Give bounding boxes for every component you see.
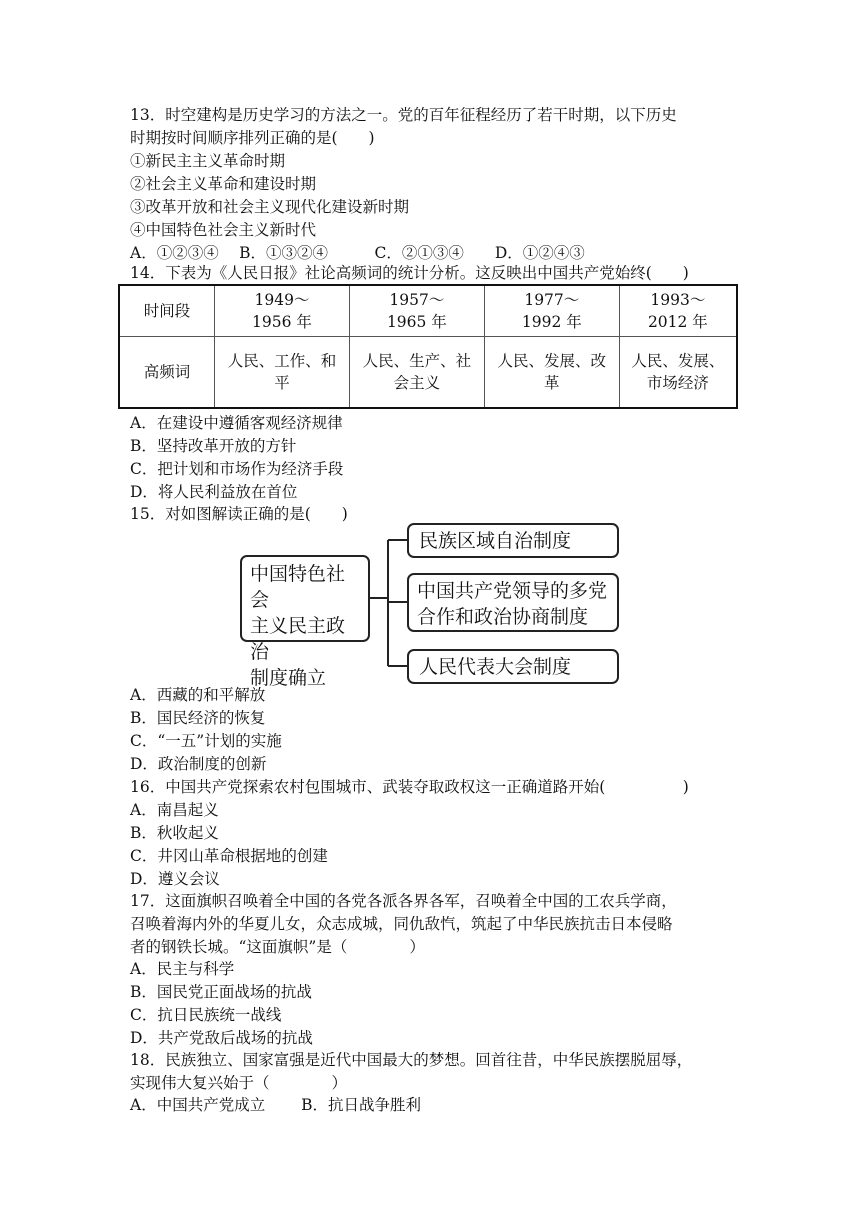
q18-stem-line2: 实现伟大复兴始于（ ） — [130, 1074, 348, 1092]
q18-stem-line1: 18．民族独立、国家富强是近代中国最大的梦想。回首往昔，中华民族摆脱屈辱， — [130, 1051, 693, 1069]
q15-diagram-main-box: 中国特色社会 主义民主政治 制度确立 — [240, 555, 370, 642]
q13-item-2: ②社会主义革命和建设时期 — [130, 175, 317, 193]
q16-option-c: C．井冈山革命根据地的创建 — [130, 847, 328, 865]
q13-stem-line1: 13．时空建构是历史学习的方法之一。党的百年征程经历了若干时期，以下历史 — [130, 106, 677, 124]
q14-table — [118, 284, 738, 409]
q14-option-a: A．在建设中遵循客观经济规律 — [130, 414, 343, 432]
q18-options: A．中国共产党成立 B．抗日战争胜利 — [130, 1096, 422, 1114]
q15-option-b: B．国民经济的恢复 — [130, 709, 266, 727]
table-cell: 人民、工作、和 平 — [215, 337, 350, 409]
table-row — [119, 337, 737, 409]
q17-stem-line1: 17．这面旗帜召唤着全中国的各党各派各界各军，召唤着全中国的工农兵学商， — [130, 892, 677, 910]
q14-stem: 14．下表为《人民日报》社论高频词的统计分析。这反映出中国共产党始终( ) — [130, 264, 689, 282]
q17-stem-line3: 者的钢铁长城。“这面旗帜”是（ ） — [130, 938, 425, 956]
q15-diagram-branch-a: 民族区域自治制度 — [407, 523, 619, 558]
q13-options: A．①②③④ B．①③②④ C．②①③④ D．①②④③ — [130, 244, 585, 262]
table-cell: 1993～ 2012 年 — [619, 285, 737, 337]
q17-option-d: D．共产党敌后战场的抗战 — [130, 1029, 313, 1047]
q16-option-d: D．遵义会议 — [130, 870, 220, 888]
q15-option-a: A．西藏的和平解放 — [130, 686, 266, 704]
q16-option-b: B．秋收起义 — [130, 824, 219, 842]
table-cell: 人民、发展、 市场经济 — [619, 337, 737, 409]
q13-item-1: ①新民主主义革命时期 — [130, 152, 286, 170]
table-cell: 1957～ 1965 年 — [349, 285, 484, 337]
table-header-words: 高频词 — [119, 337, 215, 409]
q15-diagram-branch-c: 人民代表大会制度 — [407, 649, 619, 684]
q16-option-a: A．南昌起义 — [130, 801, 219, 819]
table-cell: 人民、生产、社 会主义 — [349, 337, 484, 409]
q15-stem: 15．对如图解读正确的是( ) — [130, 505, 348, 523]
q16-stem: 16．中国共产党探索农村包围城市、武装夺取政权这一正确道路开始( ) — [130, 778, 689, 796]
q13-stem-line2: 时期按时间顺序排列正确的是( ) — [130, 129, 375, 147]
q15-diagram-branch-b: 中国共产党领导的多党 合作和政治协商制度 — [407, 573, 619, 632]
q13-item-3: ③改革开放和社会主义现代化建设新时期 — [130, 198, 410, 216]
table-cell: 1977～ 1992 年 — [484, 285, 619, 337]
table-row — [119, 285, 737, 337]
q17-option-b: B．国民党正面战场的抗战 — [130, 983, 312, 1001]
table-header-period: 时间段 — [119, 285, 215, 337]
q17-option-c: C．抗日民族统一战线 — [130, 1006, 282, 1024]
q15-option-d: D．政治制度的创新 — [130, 755, 267, 773]
q17-option-a: A．民主与科学 — [130, 960, 235, 978]
q15-option-c: C．“一五”计划的实施 — [130, 732, 282, 750]
q17-stem-line2: 召唤着海内外的华夏儿女，众志成城，同仇敌忾，筑起了中华民族抗击日本侵略 — [130, 915, 673, 933]
q14-option-c: C．把计划和市场作为经济手段 — [130, 460, 344, 478]
q14-option-b: B．坚持改革开放的方针 — [130, 437, 297, 455]
q13-item-4: ④中国特色社会主义新时代 — [130, 221, 317, 239]
q14-option-d: D．将人民利益放在首位 — [130, 483, 298, 501]
table-cell: 1949～ 1956 年 — [215, 285, 350, 337]
table-cell: 人民、发展、改 革 — [484, 337, 619, 409]
